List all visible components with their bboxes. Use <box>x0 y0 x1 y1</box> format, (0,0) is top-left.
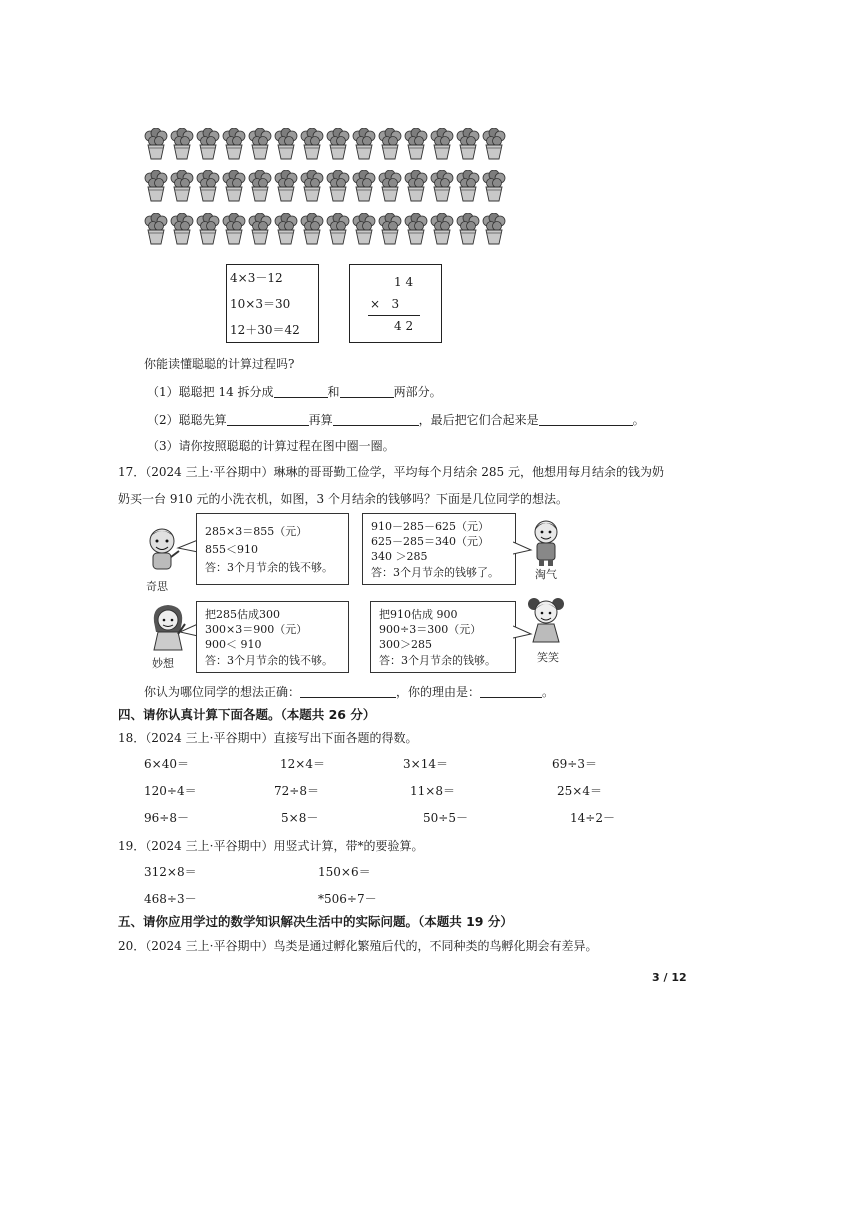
flower-pot-icon <box>352 170 376 202</box>
flower-pot-icon <box>196 170 220 202</box>
q20-title: 20．（2024 三上·平谷期中）鸟类是通过孵化繁殖后代的，不同种类的鸟孵化期会有差异。 <box>118 939 598 953</box>
q16-p2-text: 再算 <box>308 413 333 427</box>
q16-part1 <box>147 383 442 400</box>
bubble-line: 300×3＝900（元） <box>205 623 308 636</box>
flower-pot-icon <box>248 128 272 160</box>
bubble-taoqi <box>362 513 516 585</box>
flower-pot-icon <box>456 213 480 245</box>
bubble-line: 300＞285 <box>379 638 432 651</box>
bubble-line: 答：3个月节余的钱够。 <box>379 654 496 667</box>
flower-pot-icon <box>274 170 298 202</box>
q18-item: 12×4＝ <box>280 757 325 771</box>
flower-pot-icon <box>170 170 194 202</box>
q18-item: 25×4＝ <box>557 784 602 798</box>
flower-pot-icon <box>482 213 506 245</box>
q17-ask-text: 你认为哪位同学的想法正确： <box>144 685 301 699</box>
q18-item: 5×8－ <box>281 811 319 825</box>
flower-pot-icon <box>248 170 272 202</box>
q18-item: 14÷2－ <box>570 811 615 825</box>
q19-item: 468÷3－ <box>144 892 197 906</box>
bubble-xiaoxiao <box>370 601 516 673</box>
bubble-tail <box>176 538 198 554</box>
q19-item: *506÷7－ <box>318 892 377 906</box>
flower-pot-icon <box>352 213 376 245</box>
answer-blank[interactable] <box>539 413 633 426</box>
flower-pot-icon <box>456 128 480 160</box>
flower-pot-icon <box>456 170 480 202</box>
calc-box-split <box>226 264 319 343</box>
name-xiaoxiao: 笑笑 <box>537 651 559 664</box>
bubble-line: 625－285＝340（元） <box>371 535 489 548</box>
bubble-line: 900÷3＝300（元） <box>379 623 482 636</box>
name-miaoxiang: 妙想 <box>152 657 174 670</box>
q16-p1-text: 和 <box>327 385 340 399</box>
bubble-line: 340 ＞285 <box>371 550 428 563</box>
boy-taoqi-avatar <box>528 518 564 568</box>
bubble-line: 答：3个月节余的钱不够。 <box>205 654 333 667</box>
q18-title: 18．（2024 三上·平谷期中）直接写出下面各题的得数。 <box>118 731 418 745</box>
vertical-result: 4 2 <box>394 319 414 333</box>
name-qisi: 奇思 <box>146 580 168 593</box>
vertical-mid: × 3 <box>370 297 400 311</box>
calc-box-vertical <box>349 264 442 343</box>
flower-pot-icon <box>326 213 350 245</box>
flower-pot-icon <box>248 213 272 245</box>
flower-pot-icon <box>378 128 402 160</box>
answer-blank[interactable] <box>300 685 396 698</box>
section4-heading: 四、请你认真计算下面各题。（本题共 26 分） <box>118 707 376 722</box>
q16-p2-text: 。 <box>632 413 645 427</box>
flower-pot-icon <box>144 128 168 160</box>
q18-item: 96÷8－ <box>144 811 189 825</box>
flower-pot-icon <box>196 128 220 160</box>
girl-xiaoxiao-avatar <box>526 596 566 648</box>
flower-pot-row <box>144 170 506 202</box>
q17-ask-text: 。 <box>542 685 555 699</box>
flower-pot-row <box>144 128 506 160</box>
flower-pot-icon <box>144 170 168 202</box>
flower-pot-icon <box>430 213 454 245</box>
bubble-line: 把910估成 900 <box>379 608 458 621</box>
q16-p2-text: ，最后把它们合起来是 <box>418 413 539 427</box>
flower-pot-icon <box>352 128 376 160</box>
q16-part3: （3）请你按照聪聪的计算过程在图中圈一圈。 <box>147 439 395 453</box>
flower-pot-icon <box>300 170 324 202</box>
flower-pot-icon <box>430 128 454 160</box>
q16-p2-text: （2）聪聪先算 <box>147 413 227 427</box>
flower-pot-icon <box>300 213 324 245</box>
flower-pot-icon <box>378 170 402 202</box>
name-taoqi: 淘气 <box>535 568 557 581</box>
q17-ask-text: ，你的理由是： <box>396 685 481 699</box>
bubble-line: 答：3个月节余的钱不够。 <box>205 561 333 574</box>
flower-pot-icon <box>482 128 506 160</box>
flower-pot-icon <box>222 170 246 202</box>
flower-pot-icon <box>378 213 402 245</box>
answer-blank[interactable] <box>227 413 309 426</box>
calc-line: 4×3－12 <box>230 271 283 285</box>
flower-pot-icon <box>326 170 350 202</box>
q17-line1: 17．（2024 三上·平谷期中）琳琳的哥哥勤工俭学，平均每个月结余 285 元，他想用每月结余的钱为奶 <box>118 465 664 479</box>
q19-item: 312×8＝ <box>144 865 197 879</box>
q18-item: 3×14＝ <box>403 757 448 771</box>
q16-p1-text: （1）聪聪把 14 拆分成 <box>147 385 274 399</box>
section5-heading: 五、请你应用学过的数学知识解决生活中的实际问题。（本题共 19 分） <box>118 914 513 929</box>
bubble-line: 把285估成300 <box>205 608 280 621</box>
bubble-line: 900＜ 910 <box>205 638 262 651</box>
answer-blank[interactable] <box>340 385 394 398</box>
bubble-miaoxiang <box>196 601 349 673</box>
flower-pot-icon <box>222 213 246 245</box>
q18-item: 72÷8＝ <box>274 784 319 798</box>
bubble-tail <box>513 624 533 640</box>
q18-item: 11×8＝ <box>410 784 455 798</box>
bubble-qisi <box>196 513 349 585</box>
bubble-line: 855＜910 <box>205 543 258 556</box>
answer-blank[interactable] <box>480 685 542 698</box>
flower-pot-icon <box>430 170 454 202</box>
q16-intro: 你能读懂聪聪的计算过程吗? <box>144 357 295 371</box>
flower-pot-icon <box>404 213 428 245</box>
flower-pot-icon <box>170 213 194 245</box>
bubble-line: 910－285－625（元） <box>371 520 489 533</box>
flower-pot-icon <box>274 128 298 160</box>
q18-item: 6×40＝ <box>144 757 189 771</box>
vertical-rule <box>368 315 420 316</box>
q16-part2 <box>147 411 645 428</box>
flower-pot-icon <box>144 213 168 245</box>
q17-ask <box>144 683 554 700</box>
q19-title: 19．（2024 三上·平谷期中）用竖式计算，带*的要验算。 <box>118 839 424 853</box>
bubble-tail <box>513 540 533 556</box>
q17-line2: 奶买一台 910 元的小洗衣机，如图，3 个月结余的钱够吗？下面是几位同学的想法。 <box>118 492 568 506</box>
bubble-line: 答：3个月节余的钱够了。 <box>371 566 499 579</box>
bubble-line: 285×3＝855（元） <box>205 525 308 538</box>
q18-item: 120÷4＝ <box>144 784 197 798</box>
q18-item: 69÷3＝ <box>552 757 597 771</box>
calc-line: 10×3＝30 <box>230 297 291 311</box>
flower-pot-icon <box>196 213 220 245</box>
page-number: 3 / 12 <box>652 971 687 984</box>
q19-item: 150×6＝ <box>318 865 371 879</box>
flower-pot-icon <box>482 170 506 202</box>
flower-pot-row <box>144 213 506 245</box>
flower-pot-icon <box>170 128 194 160</box>
flower-pot-icon <box>326 128 350 160</box>
bubble-tail <box>178 622 198 638</box>
q18-item: 50÷5－ <box>423 811 468 825</box>
flower-pot-icon <box>274 213 298 245</box>
answer-blank[interactable] <box>333 413 419 426</box>
answer-blank[interactable] <box>274 385 328 398</box>
calc-line: 12＋30＝42 <box>230 323 300 337</box>
vertical-top: 1 4 <box>394 275 414 289</box>
q16-p1-text: 两部分。 <box>393 385 442 399</box>
flower-pot-icon <box>404 170 428 202</box>
flower-pot-icon <box>300 128 324 160</box>
flower-pot-icon <box>222 128 246 160</box>
flower-pot-icon <box>404 128 428 160</box>
